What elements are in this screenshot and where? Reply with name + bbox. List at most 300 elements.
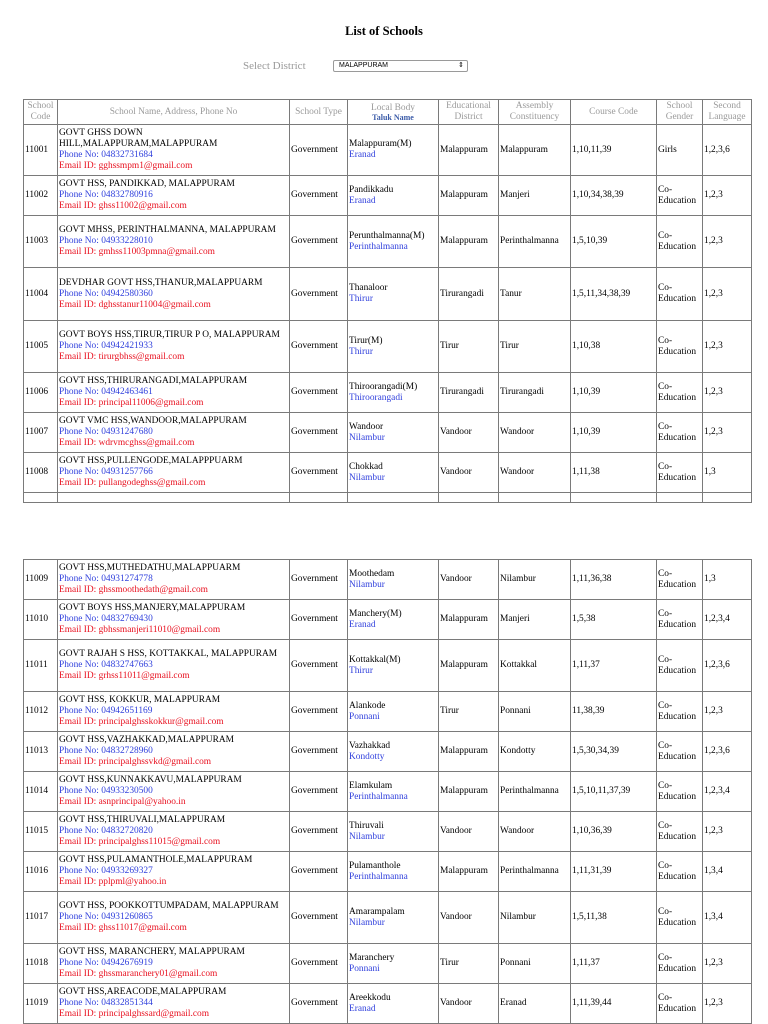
school-gender-cell: Co-Education xyxy=(657,984,703,1024)
local-body: Alankode xyxy=(349,700,386,711)
local-body-cell xyxy=(348,892,439,944)
taluk-name: Nilambur xyxy=(349,831,385,842)
table-row xyxy=(24,216,752,268)
assembly-constituency-cell: Nilambur xyxy=(499,560,571,600)
second-language-cell: 1,3 xyxy=(703,453,752,493)
school-code-cell: 11017 xyxy=(24,892,58,944)
course-code-cell: 1,11,31,39 xyxy=(571,852,657,892)
assembly-constituency-cell: Wandoor xyxy=(499,812,571,852)
local-body: Chokkad xyxy=(349,461,383,472)
local-body-cell xyxy=(348,176,439,216)
taluk-name: Thirur xyxy=(349,665,373,676)
assembly-constituency-cell: Tirurangadi xyxy=(499,373,571,413)
taluk-name: Thirur xyxy=(349,346,373,357)
course-code-cell: 1,10,11,39 xyxy=(571,125,657,176)
taluk-name: Eranad xyxy=(349,619,376,630)
school-type-cell: Government xyxy=(290,176,348,216)
school-gender-cell: Co-Education xyxy=(657,692,703,732)
taluk-name: Perinthalmanna xyxy=(349,871,408,882)
educational-district-cell: Tirurangadi xyxy=(439,268,499,321)
school-phone: Phone No: 04832747663 xyxy=(59,660,153,670)
school-phone: Phone No: 04933230500 xyxy=(59,786,153,796)
table-header-row xyxy=(24,100,752,125)
school-email: Email ID: ghssmoothedath@gmail.com xyxy=(59,585,208,595)
school-gender-cell: Co-Education xyxy=(657,732,703,772)
school-code-cell: 11011 xyxy=(24,640,58,692)
educational-district-cell: Malappuram xyxy=(439,216,499,268)
assembly-constituency-cell: Perinthalmanna xyxy=(499,772,571,812)
local-body: Vazhakkad xyxy=(349,740,391,751)
table-row xyxy=(24,321,752,373)
school-gender-cell: Co-Education xyxy=(657,176,703,216)
school-info-cell xyxy=(58,413,290,453)
local-body: Tirur(M) xyxy=(349,335,383,346)
educational-district-cell: Vandoor xyxy=(439,560,499,600)
local-body: Malappuram(M) xyxy=(349,139,412,149)
school-name: GOVT HSS,VAZHAKKAD,MALAPPURAM xyxy=(59,735,234,745)
school-info-cell xyxy=(58,692,290,732)
school-type-cell: Government xyxy=(290,216,348,268)
second-language-cell: 1,2,3 xyxy=(703,812,752,852)
school-email: Email ID: wdrvmcghss@gmail.com xyxy=(59,438,195,448)
local-body-cell xyxy=(348,413,439,453)
educational-district-cell: Malappuram xyxy=(439,852,499,892)
school-info-cell xyxy=(58,321,290,373)
header-school-gender: School Gender xyxy=(657,100,703,125)
taluk-name: Perinthalmanna xyxy=(349,791,408,802)
educational-district-cell: Malappuram xyxy=(439,640,499,692)
course-code-cell: 1,10,34,38,39 xyxy=(571,176,657,216)
empty-cell xyxy=(439,493,499,503)
school-info-cell xyxy=(58,453,290,493)
school-name: GOVT HSS, POOKKOTTUMPADAM, MALAPPURAM xyxy=(59,901,279,911)
second-language-cell: 1,3,4 xyxy=(703,892,752,944)
local-body-cell xyxy=(348,812,439,852)
table-row xyxy=(24,812,752,852)
taluk-name: Nilambur xyxy=(349,472,385,483)
header-educational-district: Educational District xyxy=(439,100,499,125)
school-type-cell: Government xyxy=(290,732,348,772)
district-select[interactable] xyxy=(333,60,468,72)
local-body: Perunthalmanna(M) xyxy=(349,230,425,241)
educational-district-cell: Vandoor xyxy=(439,812,499,852)
local-body: Kottakkal(M) xyxy=(349,654,401,665)
school-name: GOVT HSS, KOKKUR, MALAPPURAM xyxy=(59,695,221,705)
school-info-cell xyxy=(58,560,290,600)
table-row xyxy=(24,125,752,176)
school-gender-cell: Co-Education xyxy=(657,892,703,944)
assembly-constituency-cell: Nilambur xyxy=(499,892,571,944)
header-local-body-label: Local Body xyxy=(370,102,415,113)
second-language-cell: 1,2,3,4 xyxy=(703,772,752,812)
educational-district-cell: Vandoor xyxy=(439,892,499,944)
taluk-name: Eranad xyxy=(349,195,376,206)
local-body: Thiruvali xyxy=(349,820,384,831)
table-row xyxy=(24,453,752,493)
second-language-cell: 1,3 xyxy=(703,560,752,600)
assembly-constituency-cell: Ponnani xyxy=(499,944,571,984)
school-phone: Phone No: 04832731684 xyxy=(59,150,153,160)
table-row xyxy=(24,692,752,732)
school-type-cell: Government xyxy=(290,892,348,944)
school-gender-cell: Co-Education xyxy=(657,413,703,453)
school-gender-cell: Co-Education xyxy=(657,772,703,812)
empty-cell xyxy=(290,493,348,503)
school-info-cell xyxy=(58,852,290,892)
taluk-name: Ponnani xyxy=(349,711,380,722)
school-name: GOVT HSS,THIRURANGADI,MALAPPURAM xyxy=(59,376,248,386)
table-row xyxy=(24,560,752,600)
school-code-cell: 11005 xyxy=(24,321,58,373)
school-gender-cell: Co-Education xyxy=(657,268,703,321)
school-phone: Phone No: 04832720820 xyxy=(59,826,153,836)
second-language-cell: 1,2,3 xyxy=(703,321,752,373)
course-code-cell: 1,11,37 xyxy=(571,640,657,692)
school-email: Email ID: ghss11017@gmail.com xyxy=(59,923,187,933)
educational-district-cell: Tirur xyxy=(439,321,499,373)
educational-district-cell: Malappuram xyxy=(439,600,499,640)
empty-cell xyxy=(348,493,439,503)
school-type-cell: Government xyxy=(290,772,348,812)
school-info-cell xyxy=(58,892,290,944)
second-language-cell: 1,2,3 xyxy=(703,944,752,984)
school-type-cell: Government xyxy=(290,413,348,453)
assembly-constituency-cell: Ponnani xyxy=(499,692,571,732)
school-info-cell xyxy=(58,268,290,321)
taluk-name: Nilambur xyxy=(349,432,385,443)
table-row xyxy=(24,413,752,453)
header-school-type: School Type xyxy=(290,100,348,125)
school-info-cell xyxy=(58,600,290,640)
header-assembly-constituency: Assembly Constituency xyxy=(499,100,571,125)
course-code-cell: 1,10,36,39 xyxy=(571,812,657,852)
school-email: Email ID: principalghsskokkur@gmail.com xyxy=(59,717,224,727)
school-code-cell: 11001 xyxy=(24,125,58,176)
second-language-cell: 1,3,4 xyxy=(703,852,752,892)
school-email: Email ID: ghssmaranchery01@gmail.com xyxy=(59,969,218,979)
assembly-constituency-cell: Manjeri xyxy=(499,600,571,640)
school-email: Email ID: pullangodeghss@gmail.com xyxy=(59,478,206,488)
school-gender-cell: Girls xyxy=(657,125,703,176)
school-name: GOVT HSS,PULAMANTHOLE,MALAPPURAM xyxy=(59,855,253,865)
local-body-cell xyxy=(348,560,439,600)
local-body-cell xyxy=(348,852,439,892)
assembly-constituency-cell: Tanur xyxy=(499,268,571,321)
school-name: GOVT HSS,THIRUVALI,MALAPPURAM xyxy=(59,815,226,825)
course-code-cell: 1,5,10,39 xyxy=(571,216,657,268)
school-email: Email ID: grhss11011@gmail.com xyxy=(59,671,190,681)
table-row xyxy=(24,268,752,321)
educational-district-cell: Vandoor xyxy=(439,984,499,1024)
school-type-cell: Government xyxy=(290,600,348,640)
school-phone: Phone No: 04832780916 xyxy=(59,190,153,200)
school-name: GOVT BOYS HSS,TIRUR,TIRUR P O, MALAPPURAM xyxy=(59,330,280,340)
school-phone: Phone No: 04942580360 xyxy=(59,288,153,299)
school-gender-cell: Co-Education xyxy=(657,453,703,493)
table-row xyxy=(24,892,752,944)
school-email: Email ID: tirurgbhss@gmail.com xyxy=(59,352,185,362)
second-language-cell: 1,2,3 xyxy=(703,984,752,1024)
local-body-cell xyxy=(348,268,439,321)
school-type-cell: Government xyxy=(290,984,348,1024)
school-gender-cell: Co-Education xyxy=(657,216,703,268)
taluk-name: Thirur xyxy=(349,294,373,304)
school-code-cell: 11009 xyxy=(24,560,58,600)
school-phone: Phone No: 04942651169 xyxy=(59,706,153,716)
assembly-constituency-cell: Tirur xyxy=(499,321,571,373)
district-select-value: MALAPPURAM xyxy=(339,62,389,69)
school-email: Email ID: gbhssmanjeri11010@gmail.com xyxy=(59,625,221,635)
school-type-cell: Government xyxy=(290,453,348,493)
school-type-cell: Government xyxy=(290,373,348,413)
school-phone: Phone No: 04931274778 xyxy=(59,574,153,584)
table-row xyxy=(24,984,752,1024)
school-name: GOVT HSS,MUTHEDATHU,MALAPPUARM xyxy=(59,563,241,573)
local-body: Amarampalam xyxy=(349,906,405,917)
school-code-cell: 11002 xyxy=(24,176,58,216)
school-gender-cell: Co-Education xyxy=(657,560,703,600)
school-info-cell xyxy=(58,984,290,1024)
taluk-name: Perinthalmanna xyxy=(349,241,408,252)
educational-district-cell: Vandoor xyxy=(439,413,499,453)
second-language-cell: 1,2,3 xyxy=(703,373,752,413)
local-body: Elamkulam xyxy=(349,780,393,791)
school-gender-cell: Co-Education xyxy=(657,600,703,640)
course-code-cell: 1,11,39,44 xyxy=(571,984,657,1024)
schools-table xyxy=(23,99,752,503)
school-phone: Phone No: 04942463461 xyxy=(59,387,153,397)
table-row xyxy=(24,772,752,812)
school-name: GOVT GHSS DOWN HILL,MALAPPURAM,MALAPPURAM xyxy=(59,128,218,149)
local-body: Wandoor xyxy=(349,421,384,432)
school-info-cell xyxy=(58,640,290,692)
course-code-cell: 1,10,38 xyxy=(571,321,657,373)
table-row xyxy=(24,600,752,640)
school-info-cell xyxy=(58,732,290,772)
chevron-updown-icon: ⇕ xyxy=(458,62,464,69)
assembly-constituency-cell: Eranad xyxy=(499,984,571,1024)
second-language-cell: 1,2,3 xyxy=(703,268,752,321)
school-email: Email ID: principalghssard@gmail.com xyxy=(59,1009,210,1019)
school-type-cell: Government xyxy=(290,321,348,373)
second-language-cell: 1,2,3 xyxy=(703,176,752,216)
school-code-cell: 11013 xyxy=(24,732,58,772)
school-phone: Phone No: 04933228010 xyxy=(59,236,153,246)
school-email: Email ID: asnprincipal@yahoo.in xyxy=(59,797,186,807)
school-email: Email ID: dghsstanur11004@gmail.com xyxy=(59,299,211,310)
local-body: Moothedam xyxy=(349,568,395,579)
local-body: Manchery(M) xyxy=(349,608,402,619)
empty-cell xyxy=(24,493,58,503)
school-name: GOVT HSS, PANDIKKAD, MALAPPURAM xyxy=(59,179,235,189)
school-gender-cell: Co-Education xyxy=(657,852,703,892)
school-gender-cell: Co-Education xyxy=(657,321,703,373)
school-phone: Phone No: 04832769430 xyxy=(59,614,153,624)
empty-cell xyxy=(571,493,657,503)
educational-district-cell: Malappuram xyxy=(439,732,499,772)
second-language-cell: 1,2,3 xyxy=(703,216,752,268)
school-name: GOVT HSS,AREACODE,MALAPPURAM xyxy=(59,987,227,997)
school-phone: Phone No: 04931247680 xyxy=(59,427,153,437)
school-info-cell xyxy=(58,373,290,413)
local-body-cell xyxy=(348,692,439,732)
course-code-cell: 1,11,37 xyxy=(571,944,657,984)
local-body-cell xyxy=(348,640,439,692)
taluk-name: Thiroorangadi xyxy=(349,392,403,403)
school-email: Email ID: principalghss11015@gmail.com xyxy=(59,837,221,847)
local-body-cell xyxy=(348,125,439,176)
taluk-name: Eranad xyxy=(349,1003,376,1014)
local-body-cell xyxy=(348,453,439,493)
local-body-cell xyxy=(348,321,439,373)
taluk-name: Ponnani xyxy=(349,963,380,974)
course-code-cell: 1,11,38 xyxy=(571,453,657,493)
assembly-constituency-cell: Kottakkal xyxy=(499,640,571,692)
educational-district-cell: Tirurangadi xyxy=(439,373,499,413)
school-name: GOVT HSS,PULLENGODE,MALAPPPUARM xyxy=(59,456,243,466)
school-info-cell xyxy=(58,944,290,984)
table-row xyxy=(24,176,752,216)
local-body-cell xyxy=(348,984,439,1024)
header-school-code: School Code xyxy=(24,100,58,125)
school-type-cell: Government xyxy=(290,692,348,732)
assembly-constituency-cell: Wandoor xyxy=(499,413,571,453)
school-type-cell: Government xyxy=(290,944,348,984)
second-language-cell: 1,2,3,6 xyxy=(703,640,752,692)
school-email: Email ID: principalghssvkd@gmail.com xyxy=(59,757,212,767)
taluk-name: Kondotty xyxy=(349,751,385,762)
school-code-cell: 11006 xyxy=(24,373,58,413)
school-email: Email ID: principal11006@gmail.com xyxy=(59,398,204,408)
school-code-cell: 11019 xyxy=(24,984,58,1024)
empty-cell xyxy=(703,493,752,503)
school-type-cell: Government xyxy=(290,812,348,852)
school-phone: Phone No: 04931257766 xyxy=(59,467,153,477)
school-code-cell: 11012 xyxy=(24,692,58,732)
table-row xyxy=(24,640,752,692)
educational-district-cell: Tirur xyxy=(439,944,499,984)
educational-district-cell: Malappuram xyxy=(439,125,499,176)
course-code-cell: 1,5,10,11,37,39 xyxy=(571,772,657,812)
taluk-name: Eranad xyxy=(349,150,376,160)
course-code-cell: 1,5,11,34,38,39 xyxy=(571,268,657,321)
course-code-cell: 1,5,38 xyxy=(571,600,657,640)
school-code-cell: 11004 xyxy=(24,268,58,321)
empty-cell xyxy=(58,493,290,503)
school-email: Email ID: pplpml@yahoo.in xyxy=(59,877,167,887)
school-code-cell: 11008 xyxy=(24,453,58,493)
course-code-cell: 1,5,11,38 xyxy=(571,892,657,944)
page-break xyxy=(0,508,768,558)
school-code-cell: 11015 xyxy=(24,812,58,852)
empty-cell xyxy=(499,493,571,503)
table-row xyxy=(24,852,752,892)
assembly-constituency-cell: Kondotty xyxy=(499,732,571,772)
educational-district-cell: Malappuram xyxy=(439,772,499,812)
course-code-cell: 1,5,30,34,39 xyxy=(571,732,657,772)
school-code-cell: 11003 xyxy=(24,216,58,268)
header-local-body xyxy=(348,100,439,125)
school-type-cell: Government xyxy=(290,268,348,321)
educational-district-cell: Tirur xyxy=(439,692,499,732)
header-second-language: Second Language xyxy=(703,100,752,125)
school-code-cell: 11018 xyxy=(24,944,58,984)
local-body: Thiroorangadi(M) xyxy=(349,381,418,392)
school-gender-cell: Co-Education xyxy=(657,373,703,413)
second-language-cell: 1,2,3,6 xyxy=(703,125,752,176)
school-phone: Phone No: 04832728960 xyxy=(59,746,153,756)
course-code-cell: 1,10,39 xyxy=(571,413,657,453)
school-phone: Phone No: 04933269327 xyxy=(59,866,153,876)
local-body-cell xyxy=(348,732,439,772)
school-email: Email ID: ghss11002@gmail.com xyxy=(59,201,187,211)
school-name: GOVT MHSS, PERINTHALMANNA, MALAPPURAM xyxy=(59,225,276,235)
table-row xyxy=(24,373,752,413)
header-school-name: School Name, Address, Phone No xyxy=(58,100,290,125)
school-info-cell xyxy=(58,125,290,176)
empty-cell xyxy=(657,493,703,503)
assembly-constituency-cell: Perinthalmanna xyxy=(499,216,571,268)
course-code-cell: 11,38,39 xyxy=(571,692,657,732)
school-code-cell: 11016 xyxy=(24,852,58,892)
school-phone: Phone No: 04942421933 xyxy=(59,341,153,351)
school-code-cell: 11007 xyxy=(24,413,58,453)
table-row xyxy=(24,944,752,984)
local-body: Pandikkadu xyxy=(349,184,394,195)
course-code-cell: 1,11,36,38 xyxy=(571,560,657,600)
local-body: Pulamanthole xyxy=(349,860,401,871)
educational-district-cell: Malappuram xyxy=(439,176,499,216)
school-gender-cell: Co-Education xyxy=(657,812,703,852)
empty-row xyxy=(24,493,752,503)
school-name: GOVT RAJAH S HSS, KOTTAKKAL, MALAPPURAM xyxy=(59,649,278,659)
course-code-cell: 1,10,39 xyxy=(571,373,657,413)
second-language-cell: 1,2,3,4 xyxy=(703,600,752,640)
school-code-cell: 11010 xyxy=(24,600,58,640)
assembly-constituency-cell: Malappuram xyxy=(499,125,571,176)
school-type-cell: Government xyxy=(290,852,348,892)
educational-district-cell: Vandoor xyxy=(439,453,499,493)
school-info-cell xyxy=(58,772,290,812)
local-body-cell xyxy=(348,216,439,268)
school-code-cell: 11014 xyxy=(24,772,58,812)
school-phone: Phone No: 04931260865 xyxy=(59,912,153,922)
taluk-name: Nilambur xyxy=(349,579,385,590)
local-body-cell xyxy=(348,772,439,812)
page-title: List of Schools xyxy=(345,24,423,38)
second-language-cell: 1,2,3 xyxy=(703,413,752,453)
header-course-code: Course Code xyxy=(571,100,657,125)
schools-table-continued xyxy=(23,559,752,1024)
school-phone: Phone No: 04832851344 xyxy=(59,998,153,1008)
district-label: Select District xyxy=(243,60,306,72)
school-info-cell xyxy=(58,216,290,268)
school-name: GOVT VMC HSS,WANDOOR,MALAPPURAM xyxy=(59,416,247,426)
table-row xyxy=(24,732,752,772)
school-email: Email ID: gmhss11003pmna@gmail.com xyxy=(59,247,215,257)
school-phone: Phone No: 04942676919 xyxy=(59,958,153,968)
school-type-cell: Government xyxy=(290,640,348,692)
local-body-cell xyxy=(348,600,439,640)
school-name: DEVDHAR GOVT HSS,THANUR,MALAPPUARM xyxy=(59,277,263,288)
local-body-cell xyxy=(348,944,439,984)
assembly-constituency-cell: Perinthalmanna xyxy=(499,852,571,892)
school-name: GOVT BOYS HSS,MANJERY,MALAPPURAM xyxy=(59,603,246,613)
school-info-cell xyxy=(58,812,290,852)
second-language-cell: 1,2,3,6 xyxy=(703,732,752,772)
school-gender-cell: Co-Education xyxy=(657,640,703,692)
header-taluk-name: Taluk Name xyxy=(372,112,414,122)
